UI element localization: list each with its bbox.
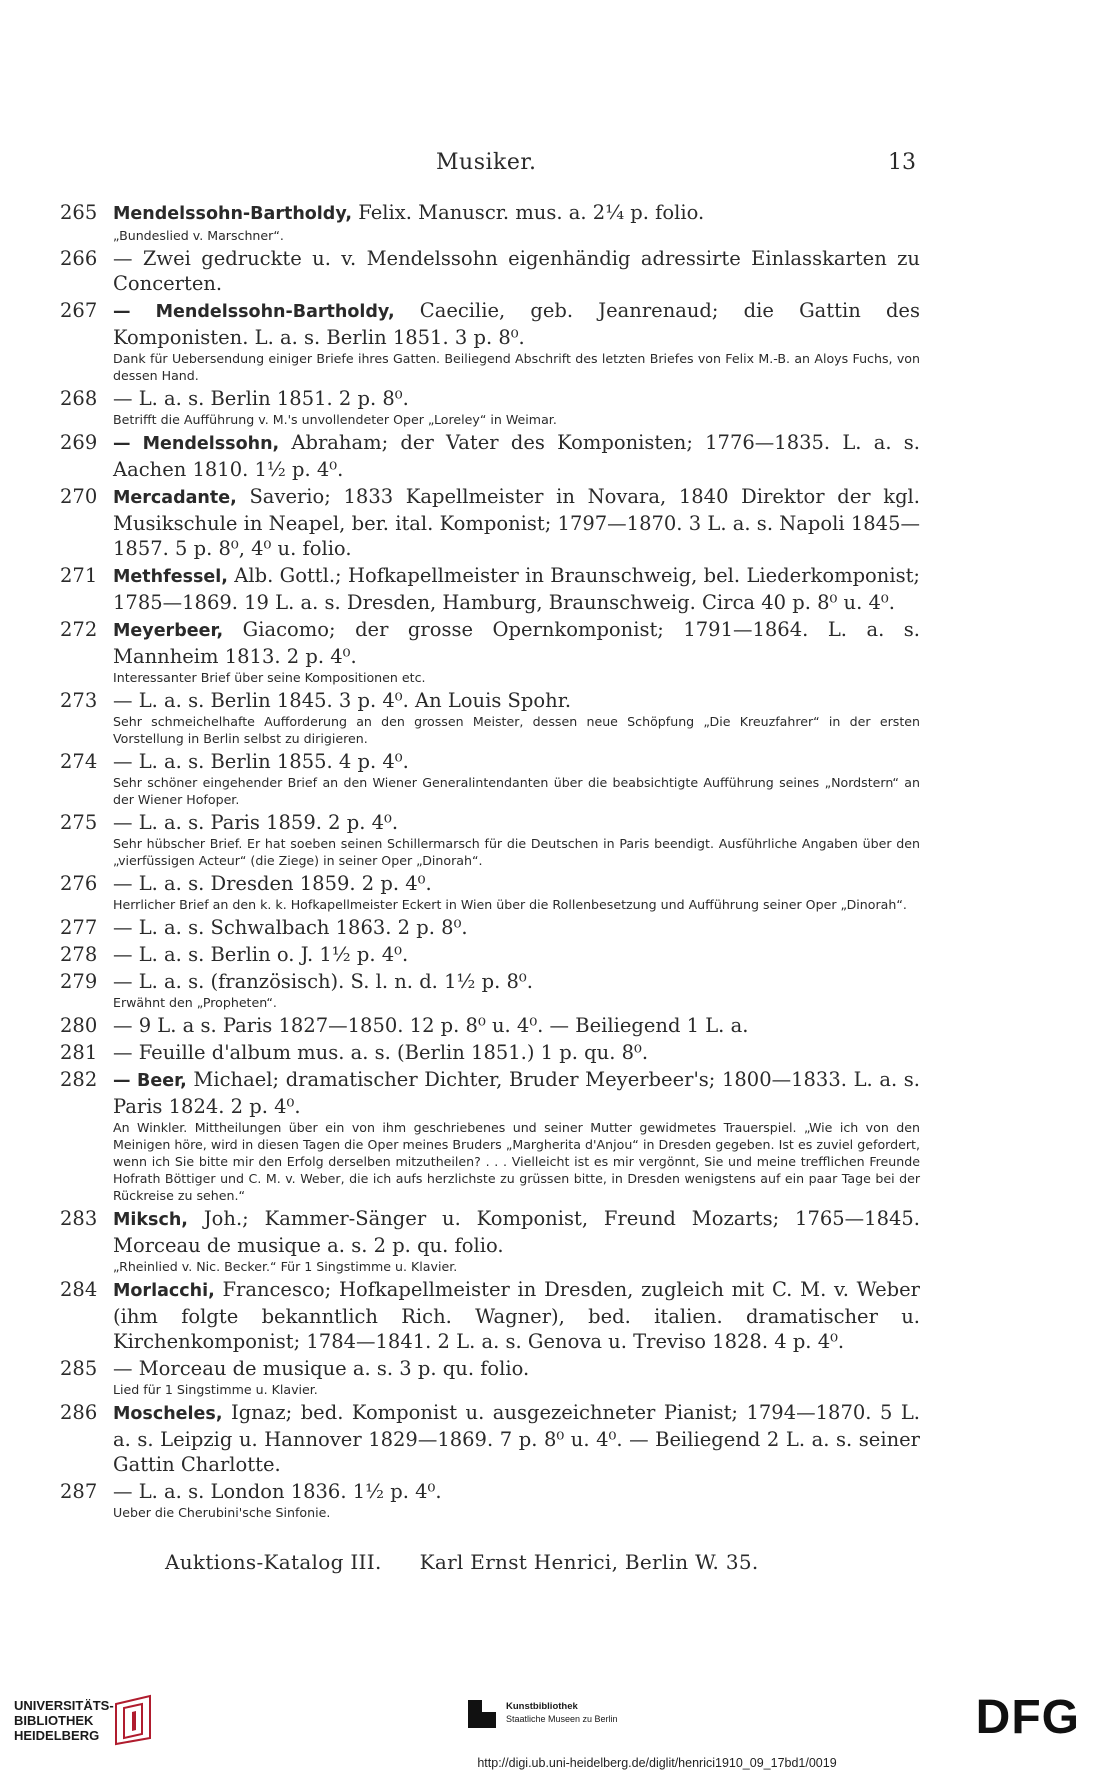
entry-text xyxy=(113,969,920,994)
catalog-entry xyxy=(60,1277,920,1354)
lot-number: 285 xyxy=(60,1357,98,1380)
publisher-line: Karl Ernst Henrici, Berlin W. 35. xyxy=(419,1550,759,1574)
source-url[interactable] xyxy=(0,1756,1094,1770)
page-header xyxy=(110,150,916,184)
entry-text xyxy=(113,1356,920,1381)
entry-note: Ueber die Cherubini'sche Sinfonie. xyxy=(113,1505,331,1520)
entry-description: Alb. Gottl.; Hofkapellmeister in Braunschweig, bel. Liederkomponist; 1785—1869. 19 L. a. s. Dresden, Hamburg, Braunschweig. Circa 40 p. 8⁰ u. 4⁰. xyxy=(113,564,920,614)
lot-number: 279 xyxy=(60,970,98,993)
logo-line: BIBLIOTHEK xyxy=(14,1713,94,1728)
entry-description: Saverio; 1833 Kapellmeister in Novara, 1840 Direktor der kgl. Musikschule in Neapel, ber. ital. Komponist; 1797—1870. 3 L. a. s. Napoli 1845—1857. 5 p. 8⁰, 4⁰ u. folio. xyxy=(113,485,920,560)
catalog-entry xyxy=(60,246,920,296)
entry-description: — Zwei gedruckte u. v. Mendelssohn eigenhändig adressirte Einlasskarten zu Concerten. xyxy=(113,247,920,295)
catalog-entry xyxy=(60,942,920,967)
entry-text xyxy=(113,1400,920,1477)
composer-name: — Mendelssohn-Bartholdy, xyxy=(113,302,395,322)
entry-note: An Winkler. Mittheilungen über ein von ihm geschriebenes und seiner Mutter gewidmetes Trauerspiel. „Wie ich von den Meinigen höre, wird in diesen Tagen die Oper meines Bruders „Margherita d'Anjou“ in Dresden gegeben. Ist es zuviel gefordert, wenn ich Sie bitte mir den Erfolg derselben mitzutheilen? . . . Vielleicht ist es mir vergönnt, Sie und meine trefflichen Freunde Hofrath Böttiger und C. M. v. Weber, die ich aufs herzlichste zu grüssen bitte, in Dresden wenigstens auf ein paar Tage bei der Rückreise zu sehen.“ xyxy=(113,1120,920,1203)
entry-text xyxy=(113,749,920,774)
lot-number: 280 xyxy=(60,1014,98,1037)
logo-line: HEIDELBERG xyxy=(14,1728,100,1743)
lot-number: 282 xyxy=(60,1068,98,1091)
entry-note: Sehr schöner eingehender Brief an den Wiener Generalintendanten über die beabsichtigte Aufführung seines „Nordstern“ an der Wiener Hofoper. xyxy=(113,775,920,807)
catalog-entry xyxy=(60,1400,920,1477)
composer-name: Meyerbeer, xyxy=(113,621,224,641)
catalog-entry xyxy=(60,1356,920,1398)
entry-text xyxy=(113,386,920,411)
catalog-entry xyxy=(60,386,920,428)
entry-description: — Feuille d'album mus. a. s. (Berlin 1851.) 1 p. qu. 8⁰. xyxy=(113,1041,649,1064)
catalog-entry xyxy=(60,810,920,869)
source-url-text[interactable]: http://digi.ub.uni-heidelberg.de/diglit/henrici1910_09_17bd1/0019 xyxy=(477,1756,837,1770)
entry-note: „Rheinlied v. Nic. Becker.“ Für 1 Singstimme u. Klavier. xyxy=(113,1259,458,1274)
entry-text xyxy=(113,563,920,615)
running-title: Musiker. xyxy=(436,150,537,175)
entry-description: — L. a. s. (französisch). S. l. n. d. 1½ p. 8⁰. xyxy=(113,970,533,993)
entry-text xyxy=(113,246,920,296)
entry-text xyxy=(113,810,920,835)
catalog-entry xyxy=(60,1479,920,1521)
lot-number: 281 xyxy=(60,1041,98,1064)
lot-number: 287 xyxy=(60,1480,98,1503)
entry-text xyxy=(113,1040,920,1065)
catalog-entry xyxy=(60,430,920,482)
logo-bar xyxy=(0,1690,1094,1777)
composer-name: Methfessel, xyxy=(113,567,228,587)
entry-description: — L. a. s. Paris 1859. 2 p. 4⁰. xyxy=(113,811,399,834)
composer-name: Miksch, xyxy=(113,1210,188,1230)
entry-text xyxy=(113,942,920,967)
lot-number: 275 xyxy=(60,811,98,834)
catalog-entry xyxy=(60,1013,920,1038)
entry-text xyxy=(113,1067,920,1119)
entry-note: Lied für 1 Singstimme u. Klavier. xyxy=(113,1382,318,1397)
lot-number: 269 xyxy=(60,431,98,454)
composer-name: Mendelssohn-Bartholdy, xyxy=(113,204,353,224)
entry-description: — L. a. s. London 1836. 1½ p. 4⁰. xyxy=(113,1480,442,1503)
lot-number: 268 xyxy=(60,387,98,410)
entry-description: Giacomo; der grosse Opernkomponist; 1791—1864. L. a. s. Mannheim 1813. 2 p. 4⁰. xyxy=(113,618,920,668)
lot-number: 286 xyxy=(60,1401,98,1424)
entry-note: Herrlicher Brief an den k. k. Hofkapellmeister Eckert in Wien über die Rollenbesetzung und Aufführung seiner Oper „Dinorah“. xyxy=(113,897,907,912)
catalog-entry xyxy=(60,915,920,940)
lot-number: 278 xyxy=(60,943,98,966)
entry-description: — L. a. s. Dresden 1859. 2 p. 4⁰. xyxy=(113,872,432,895)
catalog-entry xyxy=(60,200,920,244)
entry-description: Abraham; der Vater des Komponisten; 1776—1835. L. a. s. Aachen 1810. 1½ p. 4⁰. xyxy=(113,431,920,481)
dfg-logo: DFG xyxy=(975,1691,1080,1744)
catalog-entry xyxy=(60,1206,920,1275)
lot-number: 277 xyxy=(60,916,98,939)
entry-note: „Bundeslied v. Marschner“. xyxy=(113,228,284,243)
composer-name: — Mendelssohn, xyxy=(113,434,280,454)
lot-number: 283 xyxy=(60,1207,98,1230)
composer-name: — Beer, xyxy=(113,1071,187,1091)
entry-text xyxy=(113,617,920,669)
entry-description: — L. a. s. Schwalbach 1863. 2 p. 8⁰. xyxy=(113,916,468,939)
entry-description: Felix. Manuscr. mus. a. 2¼ p. folio. xyxy=(352,201,705,224)
entry-note: Sehr schmeichelhafte Aufforderung an den grossen Meister, dessen neue Schöpfung „Die Kreuzfahrer“ in der ersten Vorstellung in Berlin selbst zu dirigieren. xyxy=(113,714,920,746)
entry-description: — L. a. s. Berlin o. J. 1½ p. 4⁰. xyxy=(113,943,409,966)
catalog-entry xyxy=(60,1040,920,1065)
entry-note: Betrifft die Aufführung v. M.'s unvollendeter Oper „Loreley“ in Weimar. xyxy=(113,412,557,427)
catalog-entry xyxy=(60,563,920,615)
entry-note: Sehr hübscher Brief. Er hat soeben seinen Schillermarsch für die Deutschen in Paris beendigt. Ausführliche Angaben über den „vierfüssigen Acteur“ (die Ziege) in seiner Oper „Dinorah“. xyxy=(113,836,920,868)
catalog-title: Auktions-Katalog III. xyxy=(165,1550,382,1574)
lot-number: 273 xyxy=(60,689,98,712)
logo-line: UNIVERSITÄTS- xyxy=(14,1698,114,1713)
composer-name: Moscheles, xyxy=(113,1404,223,1424)
entry-description: Michael; dramatischer Dichter, Bruder Meyerbeer's; 1800—1833. L. a. s. Paris 1824. 2 p. 4⁰. xyxy=(113,1068,920,1118)
entry-description: Caecilie, geb. Jeanrenaud; die Gattin des Komponisten. L. a. s. Berlin 1851. 3 p. 8⁰. xyxy=(113,299,920,349)
logo-line: Kunstbibliothek xyxy=(506,1701,578,1712)
entry-description: Francesco; Hofkapellmeister in Dresden, zugleich mit C. M. v. Weber (ihm folgte bekanntlich Rich. Wagner), bed. italien. dramatischer u. Kirchenkomponist; 1784—1841. 2 L. a. s. Genova u. Treviso 1828. 4 p. 4⁰. xyxy=(113,1278,920,1353)
entry-text xyxy=(113,1206,920,1258)
entry-text xyxy=(113,688,920,713)
entry-text xyxy=(113,1277,920,1354)
entry-text xyxy=(113,200,920,227)
lot-number: 272 xyxy=(60,618,98,641)
entry-description: Ignaz; bed. Komponist u. ausgezeichneter Pianist; 1794—1870. 5 L. a. s. Leipzig u. Hannover 1829—1869. 7 p. 8⁰ u. 4⁰. — Beiliegend 2 L. a. s. seiner Gattin Charlotte. xyxy=(113,1401,920,1476)
catalog-entry xyxy=(60,298,920,384)
entry-note: Interessanter Brief über seine Kompositionen etc. xyxy=(113,670,426,685)
entry-text xyxy=(113,1013,920,1038)
entry-note: Dank für Uebersendung einiger Briefe ihres Gatten. Beiliegend Abschrift des letzten Briefes von Felix M.-B. an Aloys Fuchs, von dessen Hand. xyxy=(113,351,920,383)
catalog-entry xyxy=(60,484,920,561)
catalog-entry xyxy=(60,749,920,808)
catalog-entry xyxy=(60,1067,920,1204)
lot-number: 271 xyxy=(60,564,98,587)
composer-name: Morlacchi, xyxy=(113,1281,215,1301)
lot-number: 276 xyxy=(60,872,98,895)
kunstbibliothek-icon xyxy=(468,1700,496,1728)
catalog-entry xyxy=(60,969,920,1011)
university-emblem-icon xyxy=(112,1694,158,1746)
catalog-entries xyxy=(60,200,920,1523)
lot-number: 274 xyxy=(60,750,98,773)
kunstbibliothek-logo xyxy=(506,1700,618,1725)
logo-line: Staatliche Museen zu Berlin xyxy=(506,1714,618,1724)
entry-description: Joh.; Kammer-Sänger u. Komponist, Freund Mozarts; 1765—1845. Morceau de musique a. s. 2 p. qu. folio. xyxy=(113,1207,920,1257)
lot-number: 284 xyxy=(60,1278,98,1301)
entry-description: — L. a. s. Berlin 1845. 3 p. 4⁰. An Louis Spohr. xyxy=(113,689,572,712)
entry-description: — L. a. s. Berlin 1851. 2 p. 8⁰. xyxy=(113,387,409,410)
entry-text xyxy=(113,298,920,350)
entry-text xyxy=(113,871,920,896)
catalog-entry xyxy=(60,617,920,686)
entry-text xyxy=(113,915,920,940)
lot-number: 265 xyxy=(60,201,98,224)
lot-number: 266 xyxy=(60,247,98,270)
lot-number: 270 xyxy=(60,485,98,508)
page-number: 13 xyxy=(888,150,916,175)
lot-number: 267 xyxy=(60,299,98,322)
catalog-footer xyxy=(165,1550,797,1574)
entry-description: — Morceau de musique a. s. 3 p. qu. folio. xyxy=(113,1357,530,1380)
entry-description: — 9 L. a s. Paris 1827—1850. 12 p. 8⁰ u. 4⁰. — Beiliegend 1 L. a. xyxy=(113,1014,749,1037)
entry-text xyxy=(113,1479,920,1504)
entry-text xyxy=(113,484,920,561)
university-library-logo xyxy=(14,1698,114,1743)
entry-text xyxy=(113,430,920,482)
entry-note: Erwähnt den „Propheten“. xyxy=(113,995,277,1010)
entry-description: — L. a. s. Berlin 1855. 4 p. 4⁰. xyxy=(113,750,409,773)
catalog-entry xyxy=(60,871,920,913)
composer-name: Mercadante, xyxy=(113,488,237,508)
catalog-entry xyxy=(60,688,920,747)
